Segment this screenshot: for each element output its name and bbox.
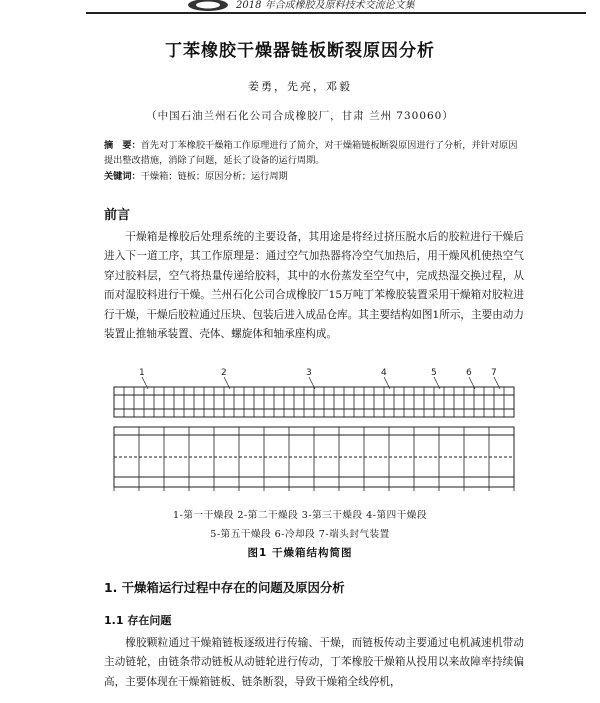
conference-logo xyxy=(186,0,230,12)
dryer-schematic xyxy=(104,365,524,500)
keywords xyxy=(104,170,524,184)
abstract-label: 摘 要： xyxy=(104,140,141,151)
paper-affiliation: （中国石油兰州石化公司合成橡胶厂，甘肃 兰州 730060） xyxy=(146,110,454,122)
abstract-text: 首先对丁苯橡胶干燥箱工作原理进行了简介，对干燥箱链板断裂原因进行了分析，并针对原因提出整改措施，消除了问题，延长了设备的运行周期。 xyxy=(104,140,518,166)
figure-legend-line-1: 1-第一干燥段 2-第二干燥段 3-第三干燥段 4-第四干燥段 xyxy=(173,510,427,521)
callout-label: 2 xyxy=(221,368,227,378)
keywords-label: 关键词： xyxy=(104,171,141,182)
section-1-heading: 1. 干燥箱运行过程中存在的问题及原因分析 xyxy=(104,580,345,595)
section-1-1-paragraph: 橡胶颗粒通过干燥箱链板逐级进行传输、干燥，而链板传动主要通过电机减速机带动主动链轮，由链条带动链板从动链轮进行传动，丁苯橡胶干燥箱从投用以来故障率持续偏高，主要体现在干燥箱链板、链条断裂，导致干燥箱全线停机， xyxy=(104,637,524,688)
callout-label: 4 xyxy=(381,368,387,378)
figure-caption: 图1 干燥箱结构简图 xyxy=(247,547,353,559)
intro-paragraph: 干燥箱是橡胶后处理系统的主要设备，其用途是将经过挤压脱水后的胶粒进行干燥后进入下一道工序，其工作原理是：通过空气加热器将冷空气加热后，用干燥风机使热空气穿过胶料层，空气将热量传递给胶料，其中的水份蒸发至空气中，完成热湿交换过程，从而对湿胶料进行干燥。兰州石化公司合成橡胶厂15万吨丁苯橡胶装置采用干燥箱对胶粒进行干燥，干燥后胶粒通过压块、包装后进入成品仓库。其主要结构如图1所示，主要由动力装置止推轴承装置、壳体、螺旋体和轴承座构成。 xyxy=(104,231,524,341)
callout-label: 6 xyxy=(466,368,472,378)
intro-heading: 前言 xyxy=(104,208,131,223)
running-header xyxy=(86,0,586,14)
figure-legend-line-2: 5-第五干燥段 6-冷却段 7-端头封气装置 xyxy=(210,529,390,540)
section-1-1-heading: 1.1 存在问题 xyxy=(104,614,172,627)
paper-title: 丁苯橡胶干燥器链板断裂原因分析 xyxy=(165,41,435,61)
callout-label: 3 xyxy=(306,368,312,378)
paper-authors: 姜勇，先亮，邓毅 xyxy=(248,80,352,93)
callout-label: 7 xyxy=(491,368,497,378)
running-title: 2018 年合成橡胶及原料技术交流论文集 xyxy=(236,0,415,11)
dryer-structure-figure xyxy=(104,365,524,504)
callout-label: 5 xyxy=(431,368,437,378)
callout-label: 1 xyxy=(139,368,145,378)
abstract xyxy=(104,138,524,168)
keywords-text: 干燥箱；链板；原因分析；运行周期 xyxy=(140,171,288,182)
